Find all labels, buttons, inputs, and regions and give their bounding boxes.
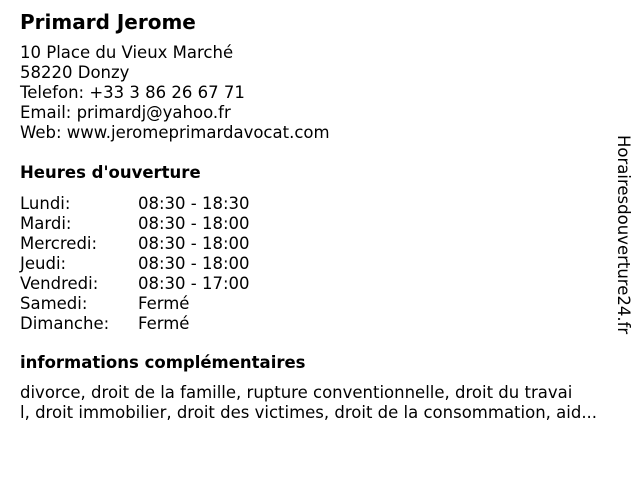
- day-label: Mardi:: [20, 214, 72, 233]
- address-line-1: 10 Place du Vieux Marché: [20, 43, 234, 62]
- additional-info-text: [20, 383, 632, 423]
- day-label: Lundi:: [20, 194, 71, 213]
- day-label: Mercredi:: [20, 234, 98, 253]
- address-line-2: 58220 Donzy: [20, 63, 130, 82]
- day-hours: Fermé: [138, 294, 190, 313]
- contact-block: [20, 43, 330, 143]
- business-name: Primard Jerome: [20, 10, 196, 34]
- day-label: Samedi:: [20, 294, 88, 313]
- day-hours: 08:30 - 17:00: [138, 274, 250, 293]
- phone-text: Telefon: +33 3 86 26 67 71: [20, 83, 245, 102]
- email-text: Email: primardj@yahoo.fr: [20, 103, 231, 122]
- day-hours: 08:30 - 18:30: [138, 194, 250, 213]
- day-hours: 08:30 - 18:00: [138, 254, 250, 273]
- day-label: Dimanche:: [20, 314, 110, 333]
- day-hours: 08:30 - 18:00: [138, 234, 250, 253]
- info-line-1: divorce, droit de la famille, rupture conventionnelle, droit du travai: [20, 383, 573, 402]
- day-hours: Fermé: [138, 314, 190, 333]
- day-label: Vendredi:: [20, 274, 99, 293]
- info-line-2: l, droit immobilier, droit des victimes, droit de la consommation, aid...: [20, 403, 598, 422]
- brand-watermark-text: Horairesdouverture24.fr: [614, 135, 633, 335]
- day-label: Jeudi:: [20, 254, 67, 273]
- day-hours: 08:30 - 18:00: [138, 214, 250, 233]
- opening-hours-heading: Heures d'ouverture: [20, 163, 201, 182]
- website-text: Web: www.jeromeprimardavocat.com: [20, 123, 330, 142]
- additional-info-heading: informations complémentaires: [20, 353, 306, 372]
